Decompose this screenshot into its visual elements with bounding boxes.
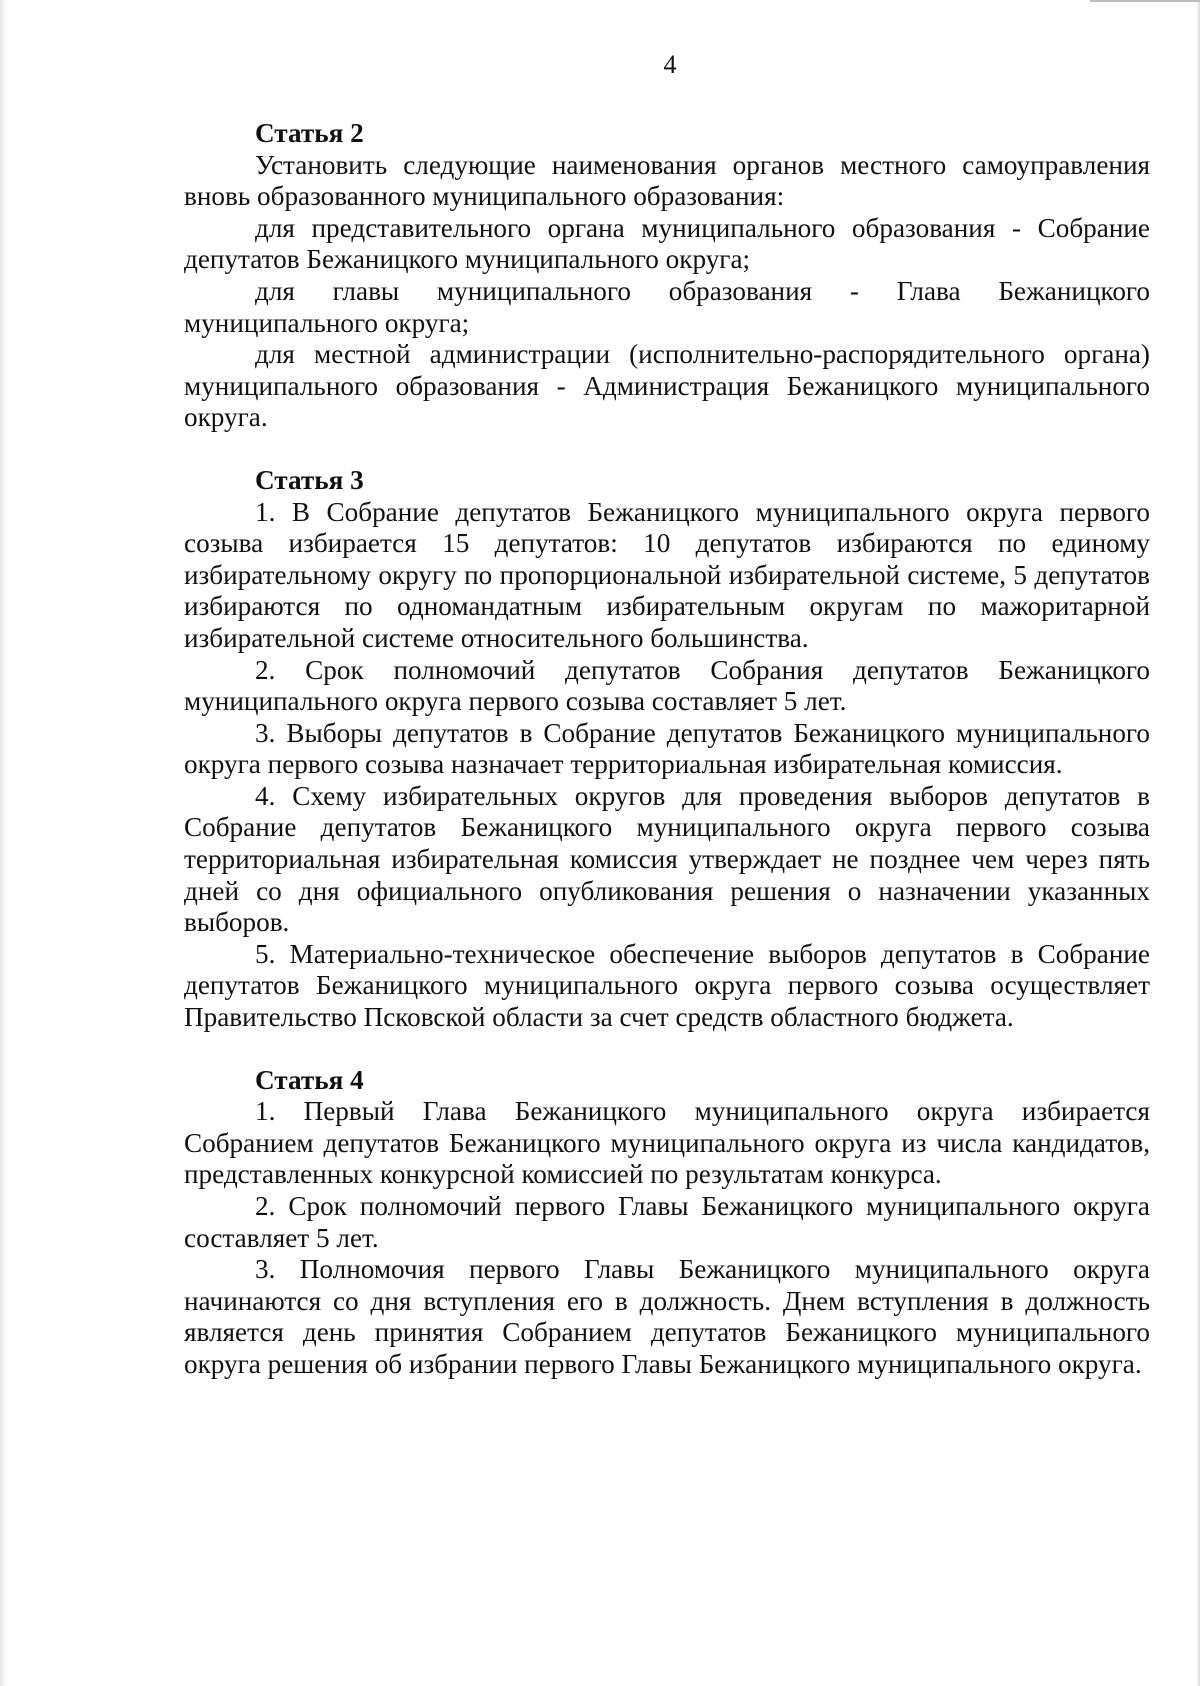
page-number: 4 — [663, 50, 677, 79]
article-4-paragraph-3: 3. Полномочия первого Главы Бежаницкого муниципального округа начинаются со дня вступления его в должность. Днем вступления в должность является день принятия Собранием депутатов Бежаницкого муниципального округа решения об избрании первого Главы Бежаницкого муниципального округа. — [184, 1254, 1150, 1379]
article-title: Статья 2 — [255, 118, 364, 148]
article-3-paragraph-4: 4. Схему избирательных округов для проведения выборов депутатов в Собрание депутатов Бежаницкого муниципального округа первого созыва территориальная избирательная комиссия утверждает не позднее чем через пять дней со дня официального опубликования решения о назначении указанных выборов. — [184, 780, 1150, 938]
article-2-paragraph-1: Установить следующие наименования органов местного самоуправления вновь образованного муниципального образования: — [184, 149, 1150, 212]
article-4-paragraph-2: 2. Срок полномочий первого Главы Бежаницкого муниципального округа составляет 5 лет. — [184, 1191, 1150, 1253]
scan-edge-left — [0, 0, 6, 1686]
article-3-paragraph-2: 2. Срок полномочий депутатов Собрания депутатов Бежаницкого муниципального округа первого созыва составляет 5 лет. — [184, 654, 1150, 717]
article-3-paragraph-1: 1. В Собрание депутатов Бежаницкого муниципального округа первого созыва избирается 15 депутатов: 10 депутатов избираются по единому избирательному округу по пропорциональной избирательной системе, 5 депутатов избираются по одномандатным избирательным округам по мажоритарной избирательной системе относительного большинства. — [184, 496, 1150, 653]
article-4 — [184, 1065, 1150, 1381]
article-2-paragraph-3: для главы муниципального образования - Глава Бежаницкого муниципального округа; — [184, 275, 1150, 338]
article-title: Статья 4 — [255, 1064, 364, 1095]
article-2 — [184, 118, 1150, 434]
article-3-paragraph-3: 3. Выборы депутатов в Собрание депутатов Бежаницкого муниципального округа первого созыва назначает территориальная избирательная комиссия. — [184, 717, 1150, 780]
article-2-paragraph-4: для местной администрации (исполнительно-распорядительного органа) муниципального образования - Администрация Бежаницкого муниципального округа. — [184, 339, 1150, 433]
article-2-paragraph-2: для представительного органа муниципального образования - Собрание депутатов Бежаницкого муниципального округа; — [184, 212, 1150, 275]
article-4-paragraph-1: 1. Первый Глава Бежаницкого муниципального округа избирается Собранием депутатов Бежаницкого муниципального округа из числа кандидатов, представленных конкурсной комиссией по результатам конкурса. — [184, 1096, 1150, 1190]
document-body — [184, 118, 1150, 1381]
scan-edge-right — [1196, 0, 1200, 1686]
article-3 — [184, 465, 1150, 1034]
article-title: Статья 3 — [255, 464, 364, 495]
article-3-paragraph-5: 5. Материально-техническое обеспечение выборов депутатов в Собрание депутатов Бежаницкого муниципального округа первого созыва осуществляет Правительство Псковской области за счет средств областного бюджета. — [184, 938, 1150, 1033]
scan-top-rule — [1090, 0, 1200, 2]
